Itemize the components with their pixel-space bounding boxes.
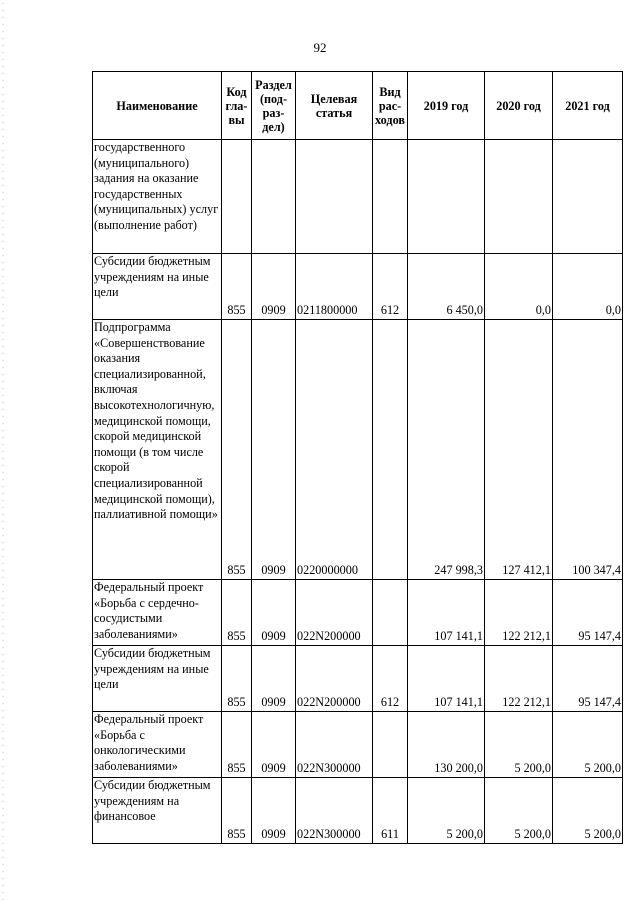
cell-2019: 107 141,1 <box>408 646 485 712</box>
cell-2021: 0,0 <box>553 254 623 320</box>
cell-kod: 855 <box>222 646 252 712</box>
cell-vid: 612 <box>373 646 408 712</box>
cell-2020: 122 212,1 <box>485 646 553 712</box>
cell-vid <box>373 140 408 254</box>
cell-2021: 100 347,4 <box>553 320 623 580</box>
cell-2021 <box>553 140 623 254</box>
cell-celevaya: 022N300000 <box>296 712 373 778</box>
header-razdel: Раздел (под- раз- дел) <box>252 72 296 140</box>
cell-2021: 5 200,0 <box>553 778 623 844</box>
cell-2019: 107 141,1 <box>408 580 485 646</box>
cell-celevaya: 022N200000 <box>296 646 373 712</box>
header-kod: Код гла- вы <box>222 72 252 140</box>
cell-2020: 0,0 <box>485 254 553 320</box>
cell-2019 <box>408 140 485 254</box>
cell-kod <box>222 140 252 254</box>
table-header <box>93 72 623 140</box>
cell-kod: 855 <box>222 712 252 778</box>
cell-vid <box>373 712 408 778</box>
table-row <box>93 580 623 646</box>
cell-razdel: 0909 <box>252 712 296 778</box>
cell-razdel <box>252 140 296 254</box>
cell-celevaya: 0220000000 <box>296 320 373 580</box>
cell-name: Субсидии бюджетным учреждениям на иные цели <box>93 646 222 712</box>
table-row <box>93 140 623 254</box>
table-row <box>93 320 623 580</box>
cell-razdel: 0909 <box>252 320 296 580</box>
cell-2020 <box>485 140 553 254</box>
cell-2019: 130 200,0 <box>408 712 485 778</box>
cell-name: государственного (муниципального) задания на оказание государственных (муниципальных) услуг (выполнение работ) <box>93 140 222 254</box>
cell-2021: 95 147,4 <box>553 646 623 712</box>
table-body <box>93 140 623 844</box>
header-name: Наименование <box>93 72 222 140</box>
cell-vid: 611 <box>373 778 408 844</box>
cell-2019: 247 998,3 <box>408 320 485 580</box>
cell-vid: 612 <box>373 254 408 320</box>
cell-name: Федеральный проект «Борьба с онкологическими заболеваниями» <box>93 712 222 778</box>
cell-2020: 122 212,1 <box>485 580 553 646</box>
cell-2021: 5 200,0 <box>553 712 623 778</box>
cell-2020: 127 412,1 <box>485 320 553 580</box>
cell-vid <box>373 580 408 646</box>
cell-2019: 6 450,0 <box>408 254 485 320</box>
cell-razdel: 0909 <box>252 580 296 646</box>
table-row <box>93 254 623 320</box>
cell-kod: 855 <box>222 320 252 580</box>
cell-name: Субсидии бюджетным учреждениям на иные цели <box>93 254 222 320</box>
cell-razdel: 0909 <box>252 254 296 320</box>
cell-2020: 5 200,0 <box>485 778 553 844</box>
header-vid: Вид рас- ходов <box>373 72 408 140</box>
budget-table <box>92 71 623 844</box>
cell-razdel: 0909 <box>252 778 296 844</box>
cell-celevaya: 0211800000 <box>296 254 373 320</box>
page-number: 92 <box>313 40 327 55</box>
table-row <box>93 646 623 712</box>
cell-2020: 5 200,0 <box>485 712 553 778</box>
cell-kod: 855 <box>222 580 252 646</box>
cell-kod: 855 <box>222 778 252 844</box>
header-2020: 2020 год <box>485 72 553 140</box>
cell-2019: 5 200,0 <box>408 778 485 844</box>
cell-name: Подпрограмма «Совершенствование оказания специализированной, включая высокотехнологичную, медицинской помощи, скорой медицинской помощи (в том числе скорой специализированной медицинской помощи), паллиативной помощи» <box>93 320 222 580</box>
cell-celevaya <box>296 140 373 254</box>
cell-kod: 855 <box>222 254 252 320</box>
binding-holes <box>0 0 6 905</box>
cell-razdel: 0909 <box>252 646 296 712</box>
cell-vid <box>373 320 408 580</box>
table-row <box>93 778 623 844</box>
header-2019: 2019 год <box>408 72 485 140</box>
cell-2021: 95 147,4 <box>553 580 623 646</box>
cell-celevaya: 022N300000 <box>296 778 373 844</box>
cell-name: Субсидии бюджетным учреждениям на финансовое <box>93 778 222 844</box>
cell-celevaya: 022N200000 <box>296 580 373 646</box>
table-row <box>93 712 623 778</box>
header-2021: 2021 год <box>553 72 623 140</box>
cell-name: Федеральный проект «Борьба с сердечно-сосудистыми заболеваниями» <box>93 580 222 646</box>
header-celevaya: Целевая статья <box>296 72 373 140</box>
